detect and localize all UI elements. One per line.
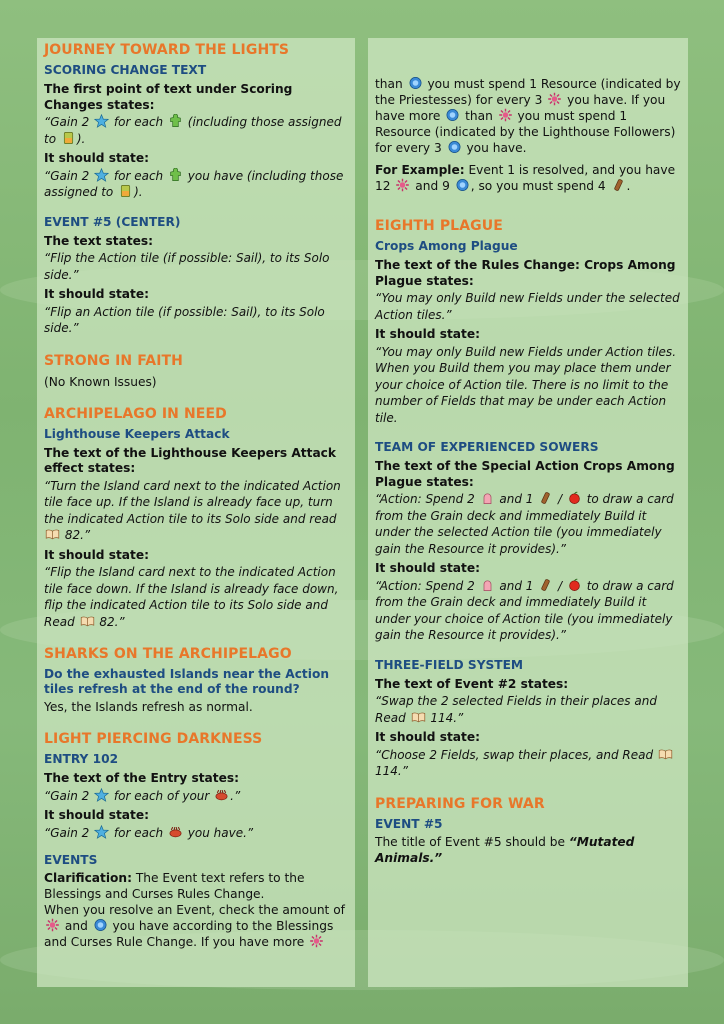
subsection-scoring-change: SCORING CHANGE TEXT (44, 63, 207, 77)
curse-icon (547, 92, 562, 106)
apple-icon (567, 578, 582, 592)
events-clarification: Clarification: The Event text refers to the Blessings and Curses Rules Change. (44, 871, 305, 901)
book-icon (80, 614, 95, 628)
subsection-lighthouse-keepers: Lighthouse Keepers Attack (44, 426, 230, 441)
sowers-states-label: The text of the Special Action Crops Among Plague states: (375, 459, 675, 489)
sharks-answer: Yes, the Islands refresh as normal. (44, 700, 253, 714)
section-title-journey: JOURNEY TOWARD THE LIGHTS (44, 42, 290, 58)
sowers-quote-original: “Action: Spend 2 and 1 / to draw a card from the Grain deck and immediately Build it under the selected Action tile (you immediately gain the Resource it provides).” (375, 492, 674, 556)
blessing-icon (455, 178, 470, 192)
curse-icon (395, 178, 410, 192)
subsection-entry-102: ENTRY 102 (44, 752, 119, 766)
event5-quote-corrected: “Flip an Action tile (if possible: Sail), to its Solo side.” (44, 304, 325, 335)
section-title-eighth-plague: EIGHTH PLAGUE (375, 218, 503, 234)
entry-states-label: The text of the Entry states: (44, 771, 239, 785)
journey-quote-corrected: “Gain 2 for each you have (including those assigned to ). (44, 168, 344, 199)
entry-quote-corrected: “Gain 2 for each you have.” (44, 825, 254, 840)
section-title-archipelago: ARCHIPELAGO IN NEED (44, 405, 227, 422)
threefield-quote-corrected: “Choose 2 Fields, swap their places, and Read 114.” (375, 747, 681, 780)
subsection-three-field: THREE-FIELD SYSTEM (375, 657, 524, 672)
should-state-label: It should state: (44, 808, 149, 822)
book-icon (45, 527, 60, 541)
blessing-icon (93, 918, 108, 932)
star-icon (94, 788, 109, 802)
subsection-sowers: TEAM OF EXPERIENCED SOWERS (375, 440, 599, 454)
section-title-preparing-war: PREPARING FOR WAR (375, 795, 545, 812)
plague-states-label: The text of the Rules Change: Crops Among Plague states: (375, 258, 676, 288)
section-title-light-piercing: LIGHT PIERCING DARKNESS (44, 731, 263, 747)
events-paragraph: When you resolve an Event, check the amount of and you have according to the Blessings and Curses Rule Change. If you have more (44, 903, 345, 949)
wood-icon (538, 578, 553, 592)
building-icon (118, 184, 133, 198)
text-states-label: The text states: (44, 233, 154, 248)
blessing-icon (445, 108, 460, 122)
pig-icon (480, 491, 495, 505)
subsection-event5: EVENT #5 (375, 816, 443, 831)
should-state-label: It should state: (44, 547, 149, 562)
curse-icon (498, 108, 513, 122)
war-text: The title of Event #5 should be “Mutated Animals.” (375, 834, 635, 865)
threefield-quote-original: “Swap the 2 selected Fields in their places and Read 114.” (375, 694, 657, 725)
should-state-label: It should state: (375, 730, 480, 744)
blessing-icon (447, 140, 462, 154)
star-icon (94, 168, 109, 182)
journey-intro: The first point of text under Scoring Changes states: (44, 82, 293, 112)
star-icon (94, 114, 109, 128)
meeple-icon (168, 168, 183, 182)
should-state-label: It should state: (44, 287, 149, 301)
building-icon (61, 131, 76, 145)
should-state-label: It should state: (44, 151, 149, 165)
archipelago-quote-corrected: “Flip the Island card next to the indicated Action tile face down. If the Island is already face down, flip the indicated Action tile to its Solo side and Read 82.” (44, 565, 339, 629)
strong-faith-text: (No Known Issues) (44, 374, 157, 389)
section-title-sharks: SHARKS ON THE ARCHIPELAGO (44, 646, 292, 662)
meeple-icon (168, 114, 183, 128)
book-icon (411, 710, 426, 724)
blessing-icon (408, 76, 423, 90)
wood-icon (538, 491, 553, 505)
subsection-crops-among-plague: Crops Among Plague (375, 239, 518, 253)
events-continued: than you must spend 1 Resource (indicated by the Priestesses) for every 3 you have. If you have more than you must spend 1 Resource (indicated by the Lighthouse Followers) for every 3 you have. (375, 77, 681, 155)
sharks-question: Do the exhausted Islands near the Action tiles refresh at the end of the round? (44, 667, 329, 696)
plague-quote-corrected: “You may only Build new Fields under Action tiles. When you Build them you may place them under your choice of Action tile. There is no limit to the number of Fields that may be under each Action tile. (375, 344, 677, 425)
archipelago-states-label: The text of the Lighthouse Keepers Attack effect states: (44, 445, 337, 475)
threefield-states-label: The text of Event #2 states: (375, 676, 569, 691)
pig-icon (480, 578, 495, 592)
wood-icon (611, 178, 626, 192)
sowers-quote-corrected: “Action: Spend 2 and 1 / to draw a card from the Grain deck and immediately Build it under your choice of Action tile (you immediately gain the Resource it provides).” (375, 578, 674, 642)
crab-icon (168, 825, 183, 839)
curse-icon (309, 934, 324, 948)
should-state-label: It should state: (375, 327, 480, 341)
book-icon (658, 747, 673, 761)
left-column (37, 38, 355, 987)
section-title-strong-faith: STRONG IN FAITH (44, 352, 183, 369)
should-state-label: It should state: (375, 561, 480, 575)
apple-icon (567, 491, 582, 505)
entry-quote-original: “Gain 2 for each of your .” (44, 788, 241, 803)
subsection-events: EVENTS (44, 853, 98, 867)
right-column (368, 38, 688, 987)
curse-icon (45, 918, 60, 932)
archipelago-quote-original: “Turn the Island card next to the indicated Action tile face up. If the Island is already face up, turn the indicated Action tile to its Solo side and read 82.” (44, 478, 341, 542)
star-icon (94, 825, 109, 839)
event5-quote-original: “Flip the Action tile (if possible: Sail), to its Solo side.” (44, 251, 330, 282)
journey-quote-original: “Gain 2 for each (including those assigned to ). (44, 115, 342, 146)
events-example: For Example: Event 1 is resolved, and you have 12 and 9 , so you must spend 4 . (375, 163, 676, 193)
subsection-event5-center: EVENT #5 (CENTER) (44, 214, 181, 229)
plague-quote-original: “You may only Build new Fields under the selected Action tiles.” (375, 291, 680, 322)
crab-icon (214, 788, 229, 802)
